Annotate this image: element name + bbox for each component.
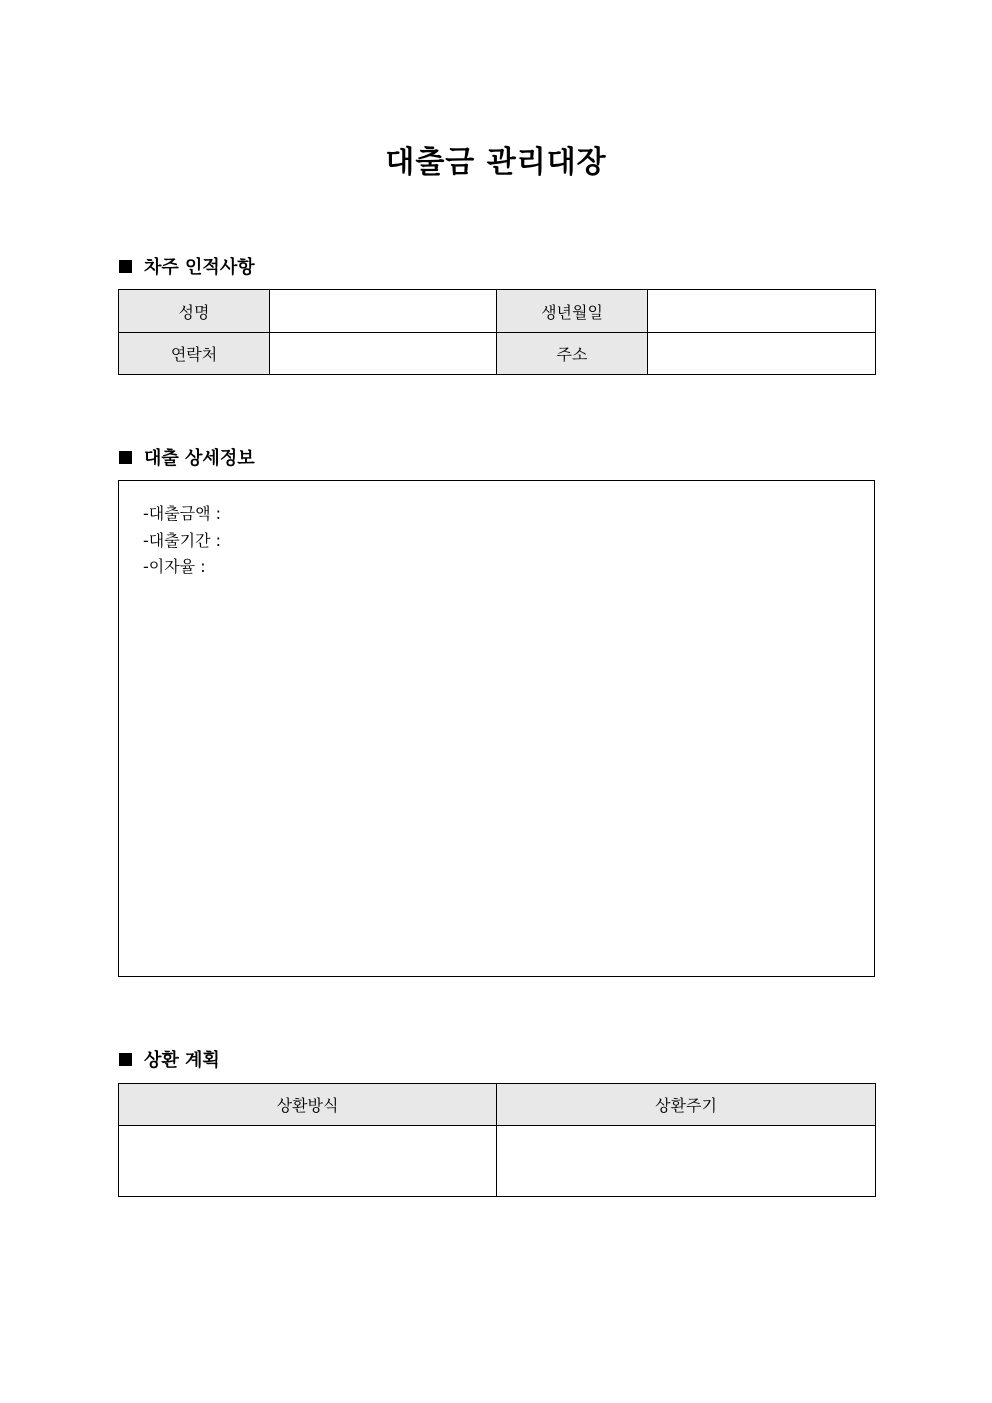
table-row [119, 333, 876, 375]
document-title: 대출금 관리대장 [385, 145, 607, 180]
section-heading-repayment [119, 1046, 220, 1072]
square-bullet-icon [119, 260, 132, 273]
loan-amount-line: -대출금액 : [143, 504, 222, 523]
section-heading-borrower [119, 253, 255, 279]
contact-field[interactable] [270, 333, 497, 375]
address-field[interactable] [648, 333, 876, 375]
square-bullet-icon [119, 451, 132, 464]
repayment-cycle-field[interactable] [497, 1126, 876, 1197]
address-label: 주소 [497, 333, 648, 375]
loan-period-line: -대출기간 : [143, 530, 222, 550]
loan-details-lines [143, 501, 221, 581]
name-label: 성명 [119, 290, 270, 333]
birthdate-field[interactable] [648, 290, 876, 333]
repayment-plan-table [118, 1083, 876, 1197]
section-heading-label: 상환 계획 [144, 1050, 220, 1071]
borrower-info-table [118, 289, 876, 375]
repayment-method-header: 상환방식 [119, 1084, 497, 1126]
table-header-row [119, 1084, 876, 1126]
section-heading-loan-details [119, 444, 255, 470]
contact-label: 연락처 [119, 333, 270, 375]
name-field[interactable] [270, 290, 497, 333]
section-heading-label: 대출 상세정보 [144, 448, 255, 469]
loan-details-box[interactable] [118, 480, 875, 977]
birthdate-label: 생년월일 [497, 290, 648, 333]
table-row [119, 290, 876, 333]
repayment-method-field[interactable] [119, 1126, 497, 1197]
interest-rate-line: -이자율 : [143, 557, 206, 576]
section-heading-label: 차주 인적사항 [144, 257, 255, 278]
square-bullet-icon [119, 1053, 132, 1066]
repayment-cycle-header: 상환주기 [497, 1084, 876, 1126]
table-row [119, 1126, 876, 1197]
